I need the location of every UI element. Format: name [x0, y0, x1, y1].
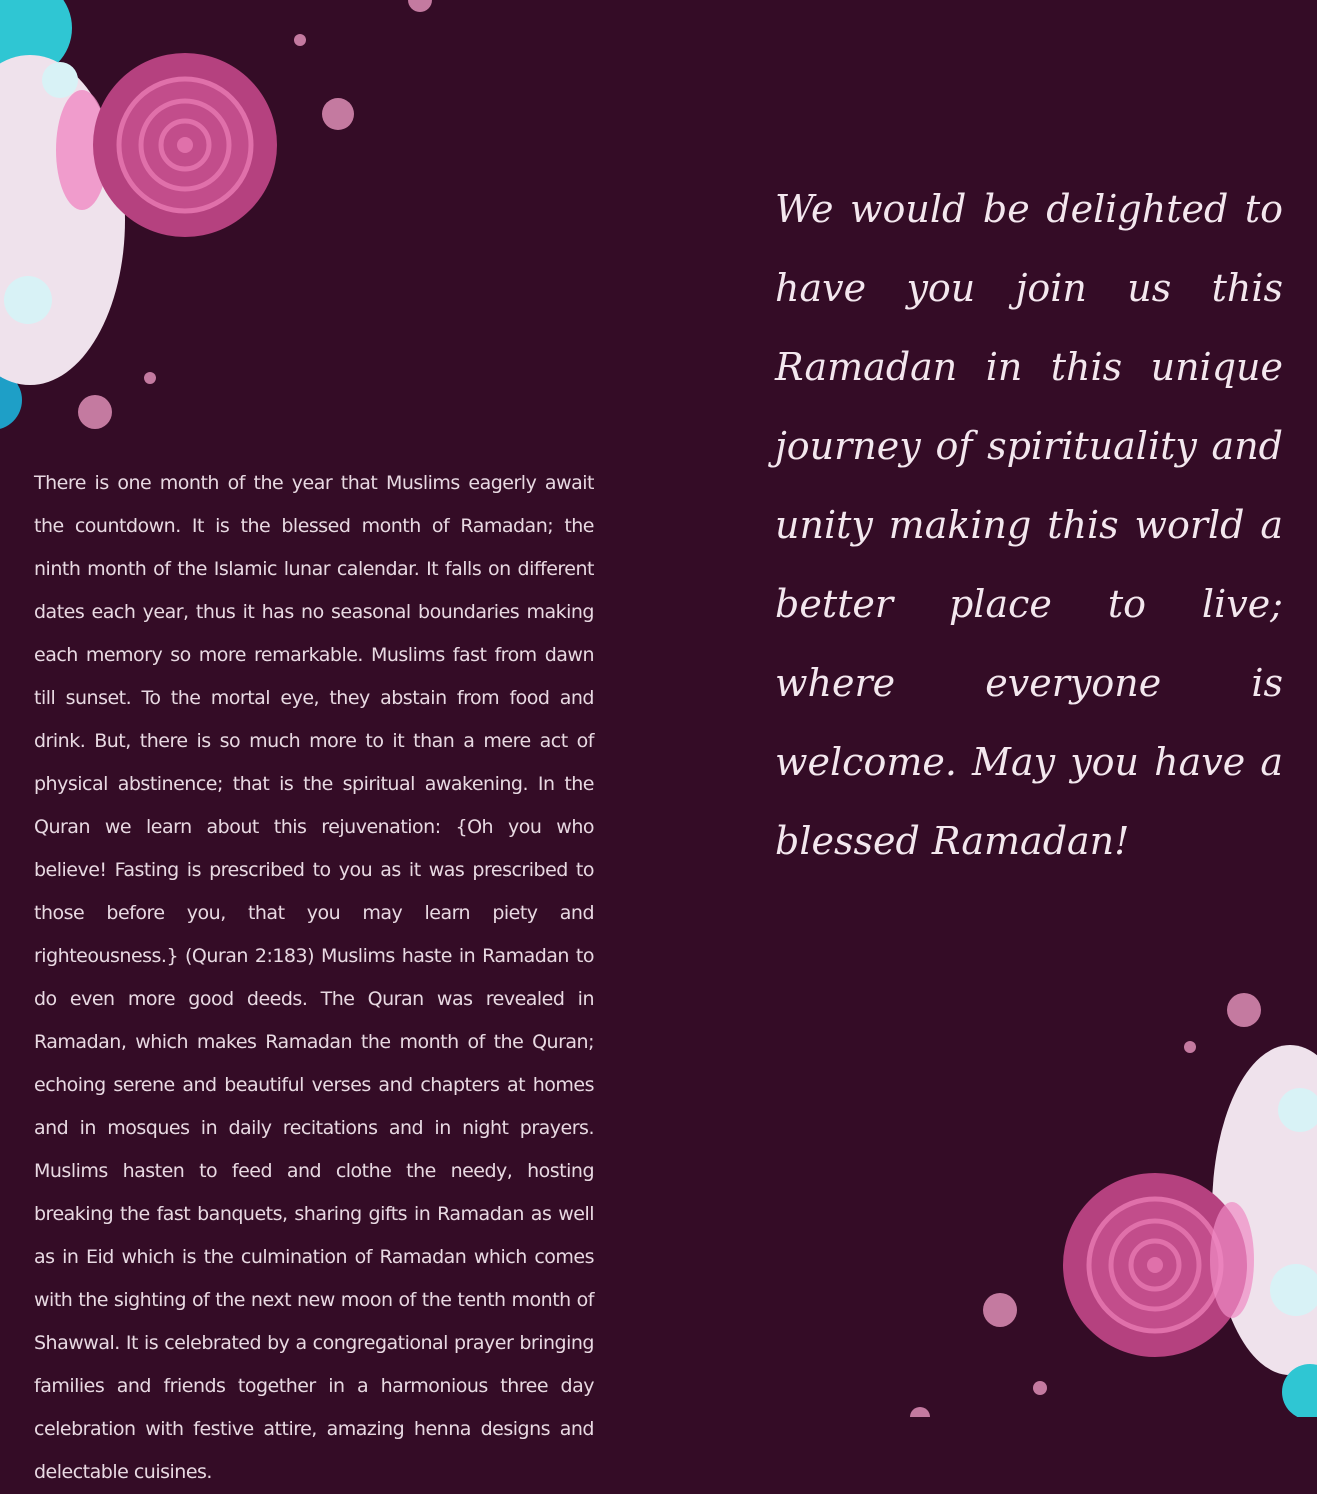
- dot-icon: [983, 1293, 1017, 1327]
- dot-icon: [78, 395, 112, 429]
- dot-icon: [144, 372, 156, 384]
- lantern-spot-icon: [4, 276, 52, 324]
- rose-icon: [93, 53, 277, 237]
- dot-icon: [1184, 1041, 1196, 1053]
- dot-icon: [322, 98, 354, 130]
- dot-icon: [1227, 993, 1261, 1027]
- ramadan-description-paragraph: There is one month of the year that Muslims eagerly await the countdown. It is the blessed month of Ramadan; the ninth month of the Islamic lunar calendar. It falls on different dates each year, thus it has no seasonal boundaries making each memory so more remarkable. Muslims fast from dawn till sunset. To the mortal eye, they abstain from food and drink. But, there is so much more to it than a mere act of physical abstinence; that is the spiritual awakening. In the Quran we learn about this rejuvenation: {Oh you who believe! Fasting is prescribed to you as it was prescribed to those before you, that you may learn piety and righteousness.} (Quran 2:183) Muslims haste in Ramadan to do even more good deeds. The Quran was revealed in Ramadan, which makes Ramadan the month of the Quran; echoing serene and beautiful verses and chapters at homes and in mosques in daily recitations and in night prayers. Muslims hasten to feed and clothe the needy, hosting breaking the fast banquets, sharing gifts in Ramadan as well as in Eid which is the culmination of Ramadan which comes with the sighting of the next new moon of the tenth month of Shawwal. It is celebrated by a congregational prayer bringing families and friends together in a harmonious three day celebration with festive attire, amazing henna designs and delectable cuisines.: [34, 472, 594, 1483]
- dot-icon: [1033, 1381, 1047, 1395]
- lantern-spot-icon: [42, 62, 78, 98]
- rose-highlight-icon: [1210, 1202, 1254, 1318]
- dot-icon: [294, 34, 306, 46]
- bottom-right-ornament: [910, 993, 1317, 1417]
- ramadan-invitation-paragraph: We would be delighted to have you join us this Ramadan in this unique journey of spirituality and unity making this world a better place to live; where everyone is welcome. May you have a blessed Ramadan!: [775, 187, 1283, 863]
- dot-icon: [910, 1407, 930, 1417]
- top-left-ornament: [0, 0, 432, 430]
- dot-icon: [408, 0, 432, 12]
